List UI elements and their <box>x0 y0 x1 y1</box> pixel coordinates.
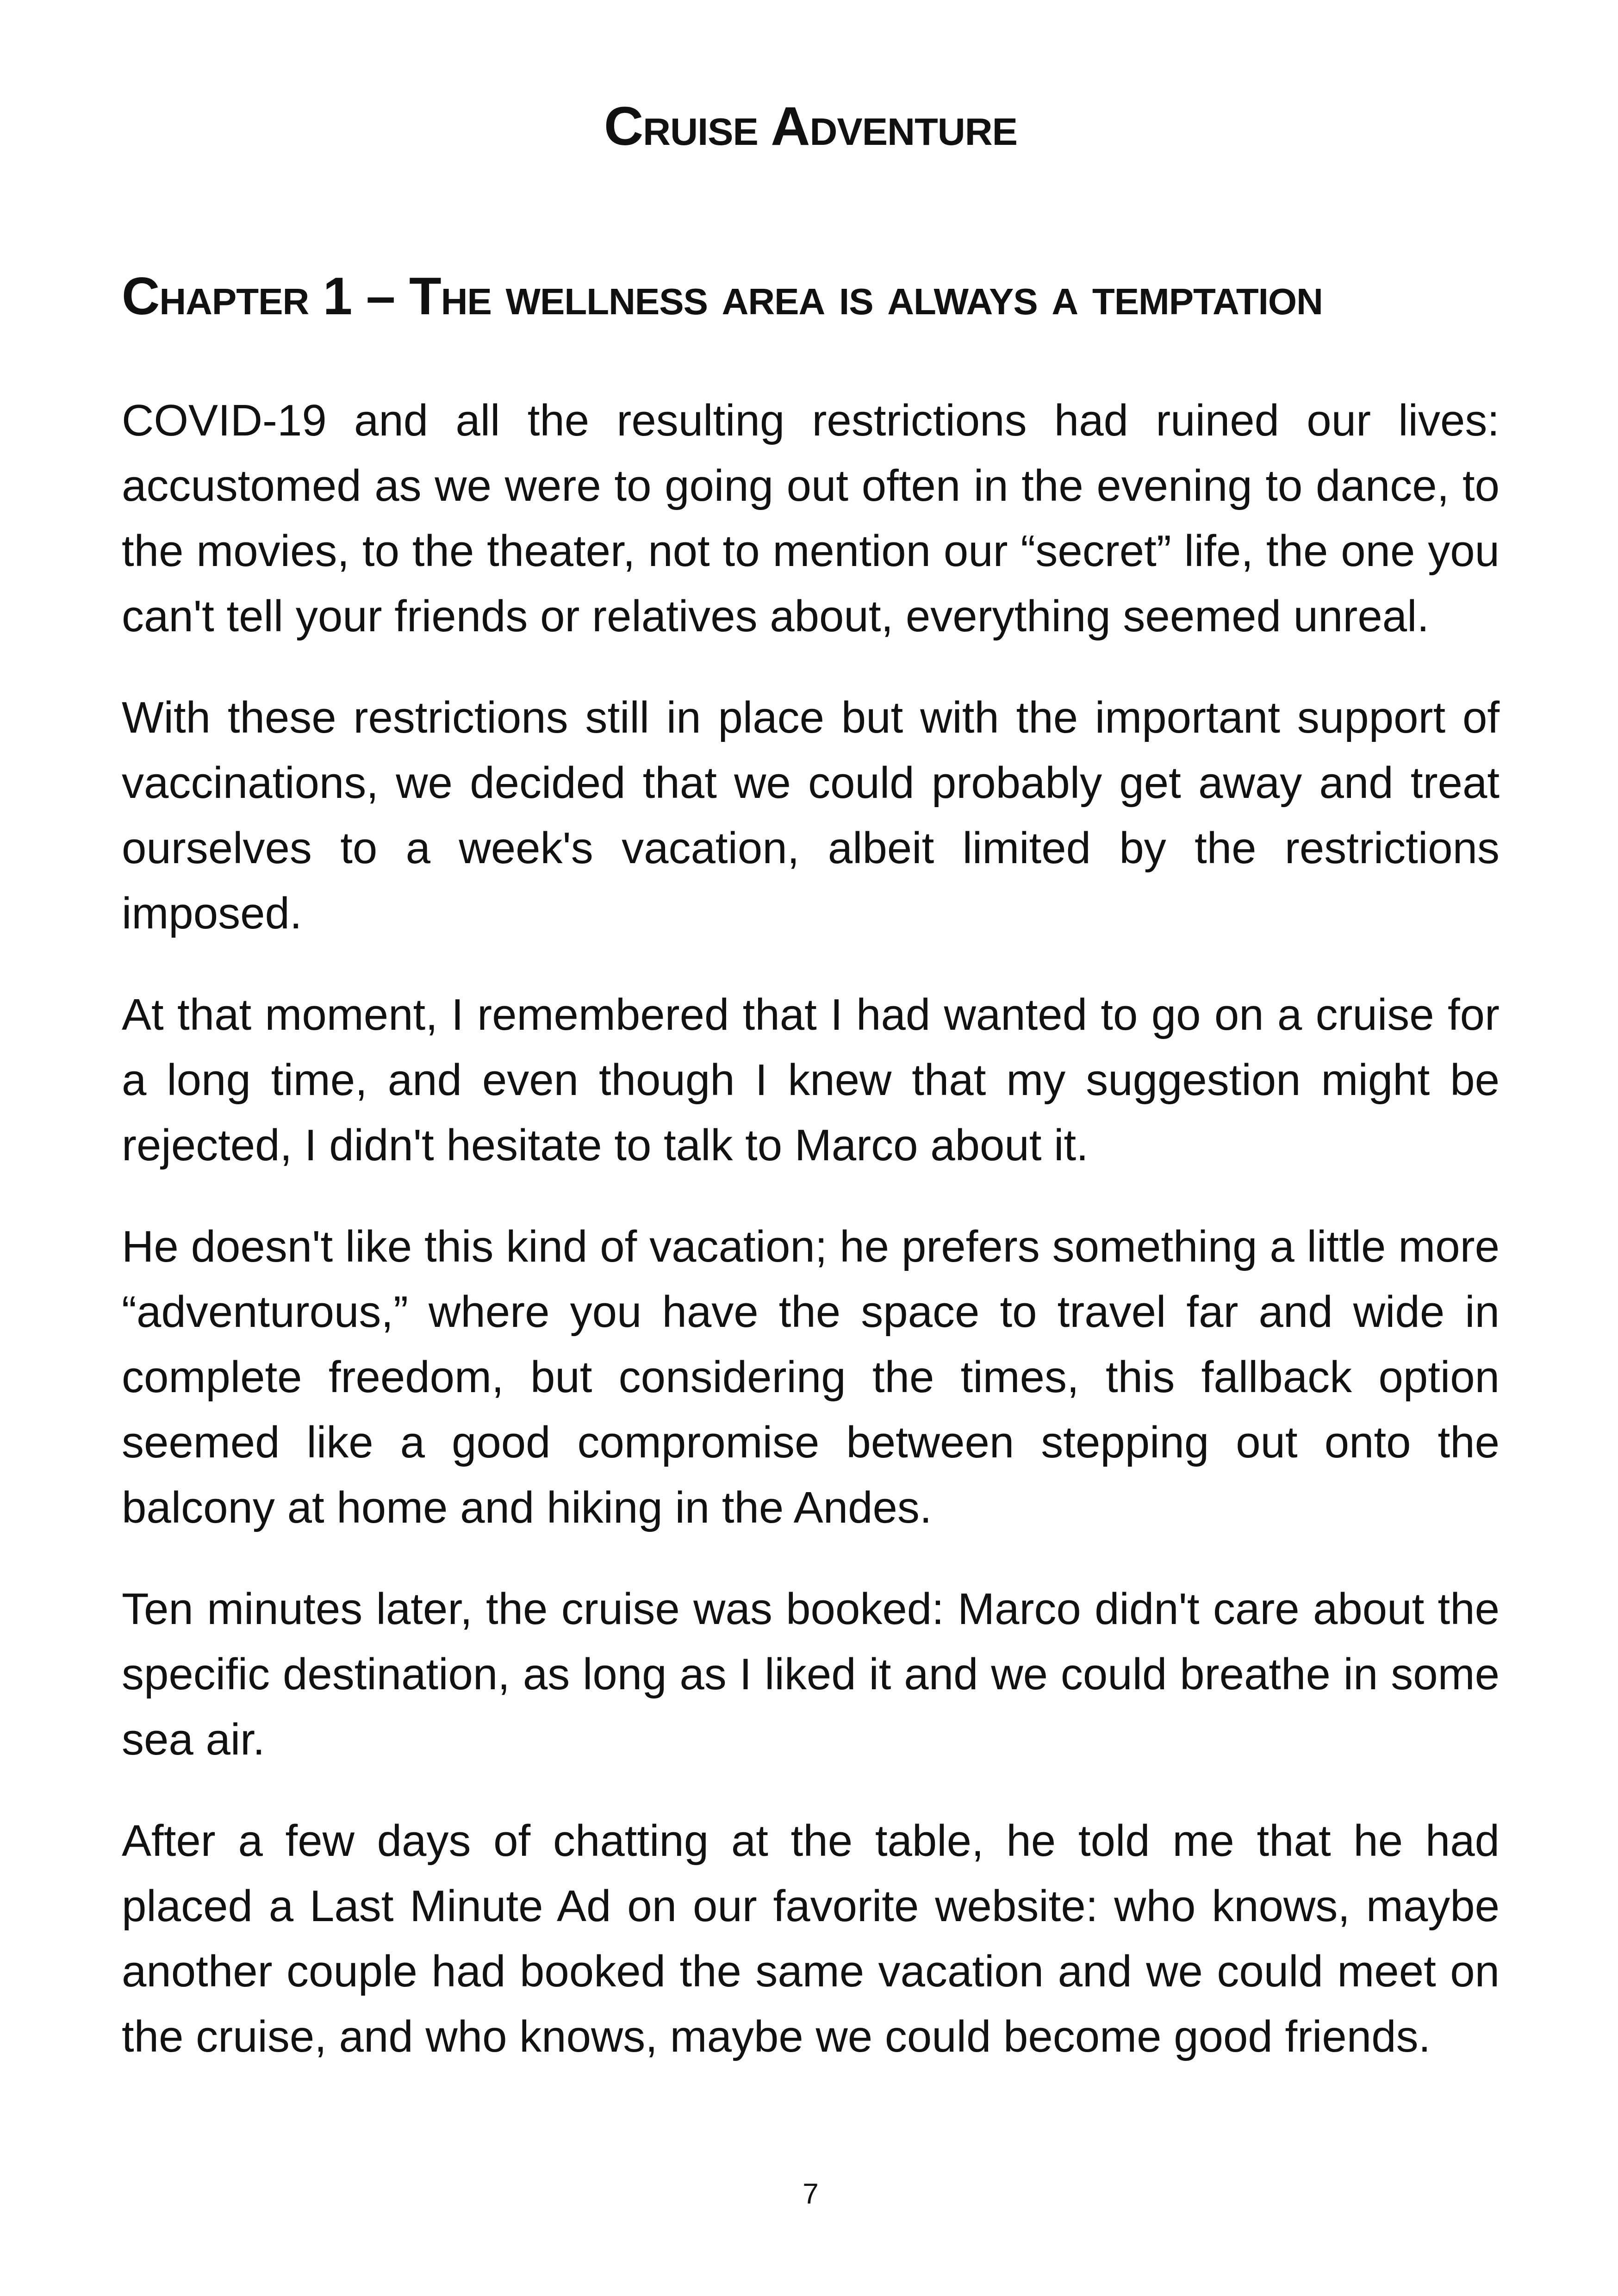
page-number: 7 <box>803 2178 819 2210</box>
book-title: Cruise Adventure <box>604 96 1018 157</box>
chapter-title: Chapter 1 – The wellness area is always a temptation <box>122 267 1323 326</box>
paragraph: At that moment, I remembered that I had wanted to go on a cruise for a long time, and even though I knew that my suggestion might be rejected, I didn't hesitate to talk to Marco about it. <box>122 990 1500 1170</box>
book-page <box>122 0 1500 2296</box>
paragraph: COVID-19 and all the resulting restrictions had ruined our lives: accustomed as we were to going out often in the evening to dance, to the movies, to the theater, not to mention our “secret” life, the one you can't tell your friends or relatives about, everything seemed unreal. <box>122 396 1500 641</box>
paragraph: He doesn't like this kind of vacation; he prefers something a little more “adventurous,” where you have the space to travel far and wide in complete freedom, but considering the times, this fallback option seemed like a good compromise between stepping out onto the balcony at home and hiking in the Andes. <box>122 1222 1500 1532</box>
paragraph: With these restrictions still in place but with the important support of vaccinations, we decided that we could probably get away and treat ourselves to a week's vacation, albeit limited by the restrictions imposed. <box>122 693 1500 938</box>
chapter-body <box>122 388 1500 2105</box>
paragraph: Ten minutes later, the cruise was booked: Marco didn't care about the specific destination, as long as I liked it and we could breathe in some sea air. <box>122 1584 1500 1764</box>
paragraph: After a few days of chatting at the table, he told me that he had placed a Last Minute Ad on our favorite website: who knows, maybe another couple had booked the same vacation and we could meet on the cruise, and who knows, maybe we could become good friends. <box>122 1816 1500 2061</box>
